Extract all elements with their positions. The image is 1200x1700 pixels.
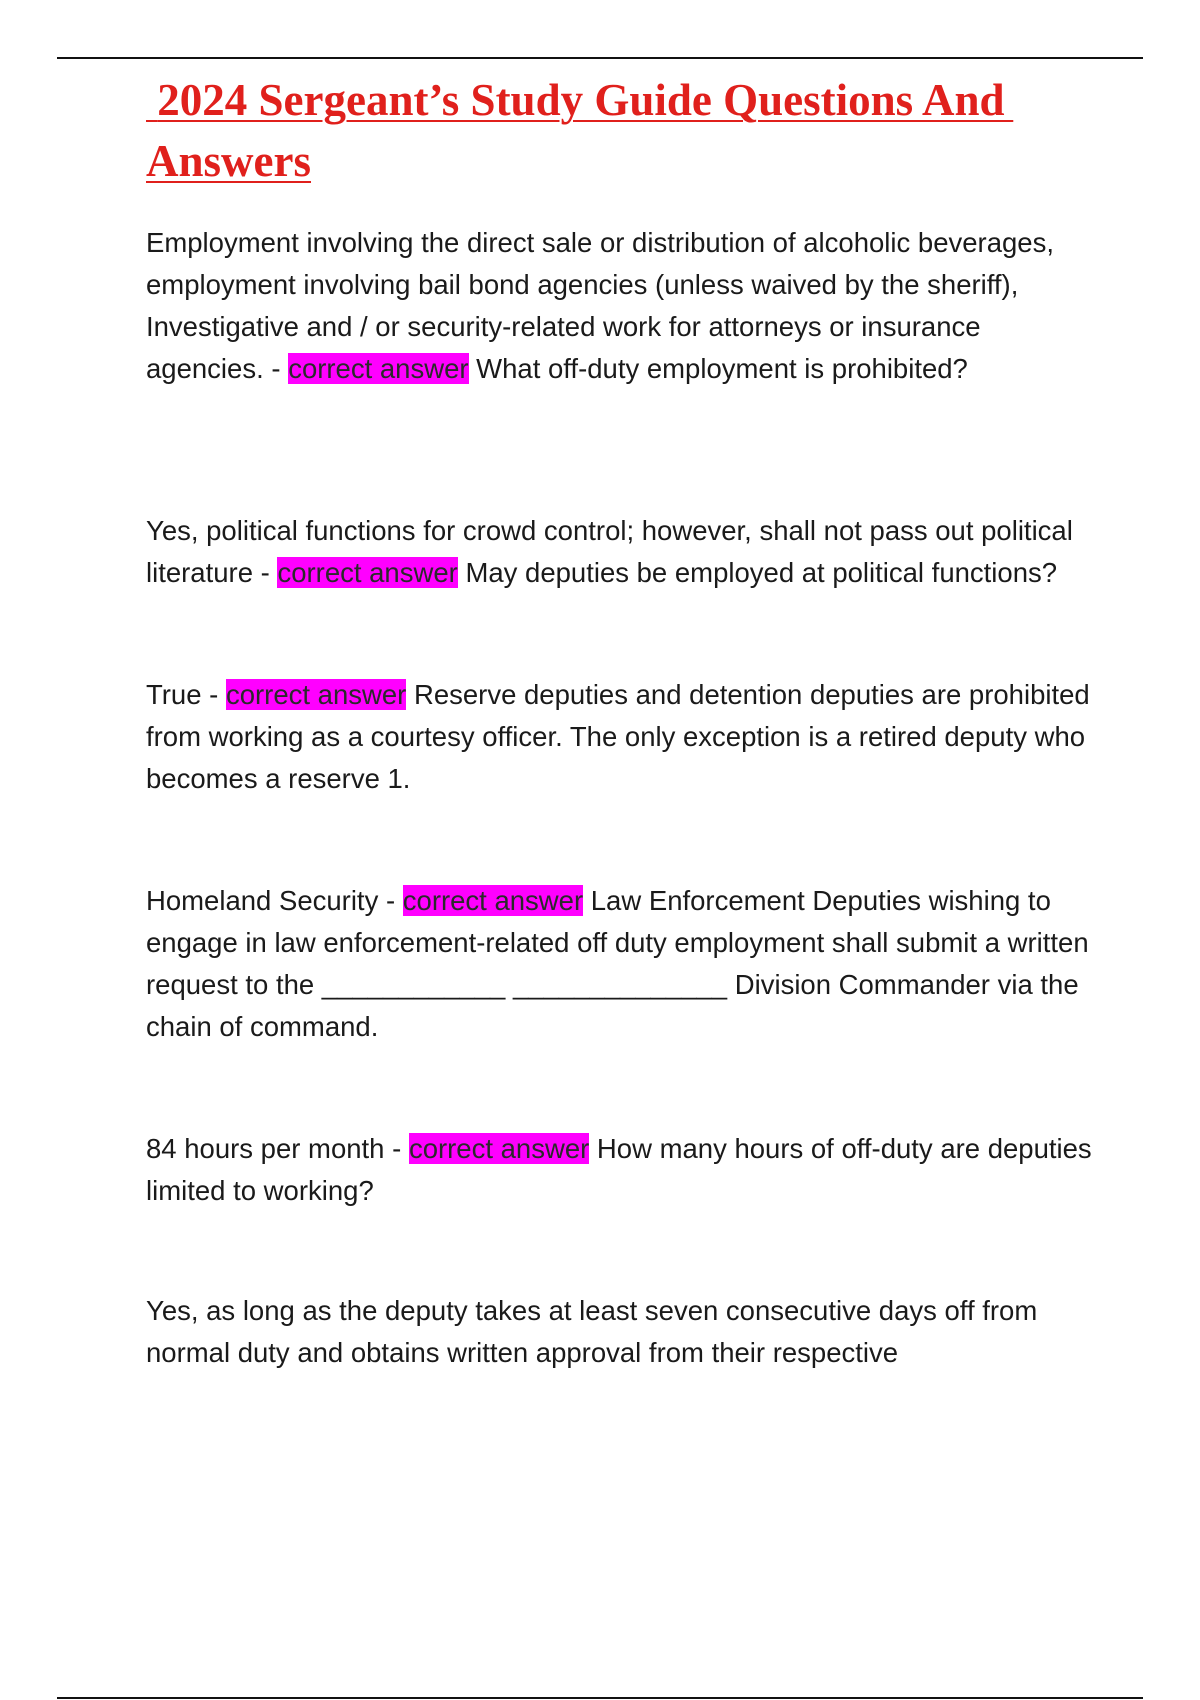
qa-item-5 — [146, 1128, 1096, 1212]
qa-item-3 — [146, 674, 1096, 800]
qa-item-4 — [146, 880, 1096, 1048]
correct-answer-highlight: correct answer — [402, 885, 584, 916]
question-text: Reserve deputies and detention deputies are prohibited from working as a courtesy officer. The only exception is a retired deputy who becomes a reserve 1. — [146, 679, 1090, 794]
correct-answer-highlight: correct answer — [225, 679, 407, 710]
separator: - — [384, 1133, 409, 1164]
answer-text: True — [146, 679, 202, 710]
answer-text: Homeland Security — [146, 885, 379, 916]
separator: - — [253, 557, 278, 588]
bottom-rule — [57, 1697, 1143, 1699]
question-text: May deputies be employed at political functions? — [465, 557, 1058, 588]
correct-answer-highlight: correct answer — [288, 353, 469, 384]
question-text: How many hours of off-duty are deputies limited to working? — [146, 1133, 1092, 1206]
answer-text: 84 hours per month — [146, 1133, 385, 1164]
qa-item-1 — [146, 222, 1096, 390]
separator: - — [201, 679, 226, 710]
correct-answer-highlight: correct answer — [277, 557, 458, 588]
document-body — [146, 70, 1096, 1374]
question-text: What off-duty employment is prohibited? — [476, 353, 968, 384]
separator: - — [263, 353, 289, 384]
qa-item-2 — [146, 510, 1096, 594]
document-title: 2024 Sergeant’s Study Guide Questions And Answers — [146, 75, 1014, 186]
answer-text: Yes, as long as the deputy takes at least seven consecutive days off from normal duty and obtains written approval from their respective — [146, 1295, 1038, 1368]
qa-item-6 — [146, 1290, 1096, 1374]
answer-text: Employment involving the direct sale or distribution of alcoholic beverages, employment involving bail bond agencies (unless waived by the sheriff), Investigative and / or security-related work for attorneys or insurance agencies. — [146, 227, 1054, 384]
question-text: Law Enforcement Deputies wishing to engage in law enforcement-related off duty employment shall submit a written request to the ____________ ______________ Division Commander via the chain of command. — [146, 885, 1089, 1042]
answer-text: Yes, political functions for crowd control; however, shall not pass out political literature — [146, 515, 1073, 588]
separator: - — [378, 885, 403, 916]
top-rule — [57, 57, 1143, 59]
correct-answer-highlight: correct answer — [408, 1133, 590, 1164]
